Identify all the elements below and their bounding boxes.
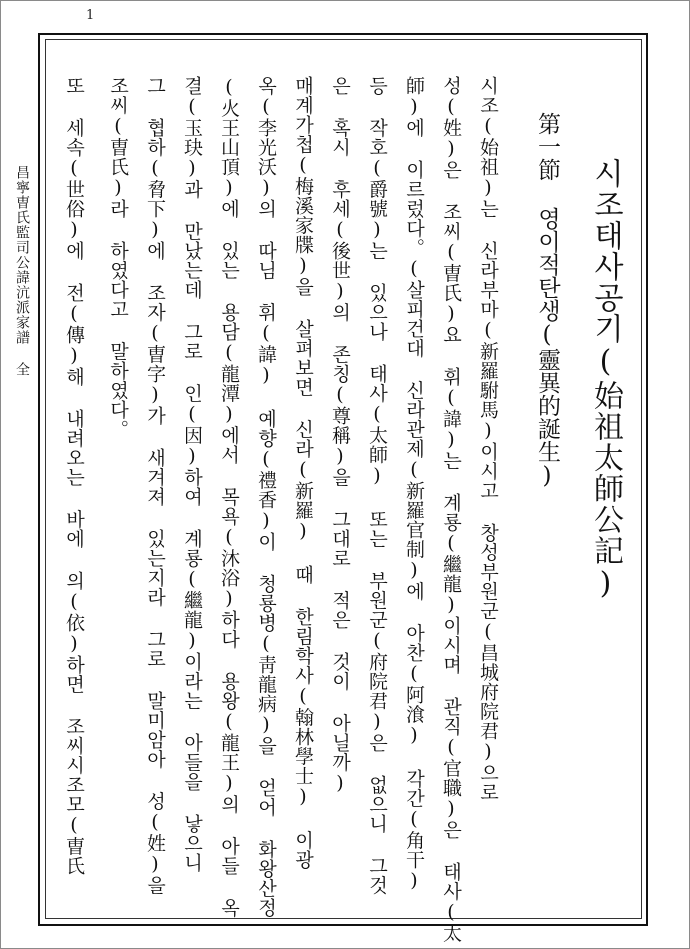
body-line: 매계가첩(梅溪家牒)을 살펴보면 신라(新羅) 때 한림학사(翰林學士) 이광 [292, 76, 314, 870]
page-number: 1 [86, 8, 95, 23]
body-line: 그 협하(脅下)에 조자(曺字)가 새겨져 있는지라 그로 말미암아 성(姓)을 [144, 76, 166, 895]
side-caption: 昌寧曺氏監司公諱沆派家譜 全 [14, 165, 30, 377]
body-line: 조씨(曺氏)라 하였다고 말하였다。 [107, 76, 129, 439]
page-title: 시조태사공기(始祖太師公記) [588, 158, 623, 602]
body-line: 또 세속(世俗)에 전(傳)해 내려오는 바에 의(依)하면 조씨시조모(曺氏 [63, 76, 85, 876]
body-line: 등 작호(爵號)는 있으나 태사(太師) 또는 부원군(府院君)은 없으니 그것 [366, 76, 388, 895]
body-line: 결(玉玦)과 만났는데 그로 인(因)하여 계룡(繼龍)이라는 아들을 낳으니 [181, 76, 203, 873]
section-title: 영이적탄생(靈異的誕生) [534, 207, 560, 489]
body-line: 옥(李光沃)의 따님 휘(諱) 예향(禮香)이 청룡병(靑龍病)을 얻어 화왕산정 [255, 76, 277, 918]
body-line: 師)에 이르렀다。(살피건대 신라관제(新羅官制)에 아찬(阿湌) 각간(角干) [403, 76, 425, 892]
body-line: 시조(始祖)는 신라부마(新羅駙馬)이시고 창성부원군(昌城府院君)으로 [477, 76, 499, 802]
body-line: 성(姓)은 조씨(曺氏)요 휘(諱)는 계룡(繼龍)이시며 관직(官職)은 태사(太 [440, 76, 462, 943]
section-label: 第一節 [534, 112, 560, 181]
section-heading [535, 112, 558, 489]
body-line: (火王山頂)에 있는 용담(龍潭)에서 목욕(沐浴)하다 용왕(龍王)의 아들 옥 [218, 76, 240, 918]
body-line: 은 혹시 후세(後世)의 존칭(尊稱)을 그대로 적은 것이 아닐까) [329, 76, 351, 795]
